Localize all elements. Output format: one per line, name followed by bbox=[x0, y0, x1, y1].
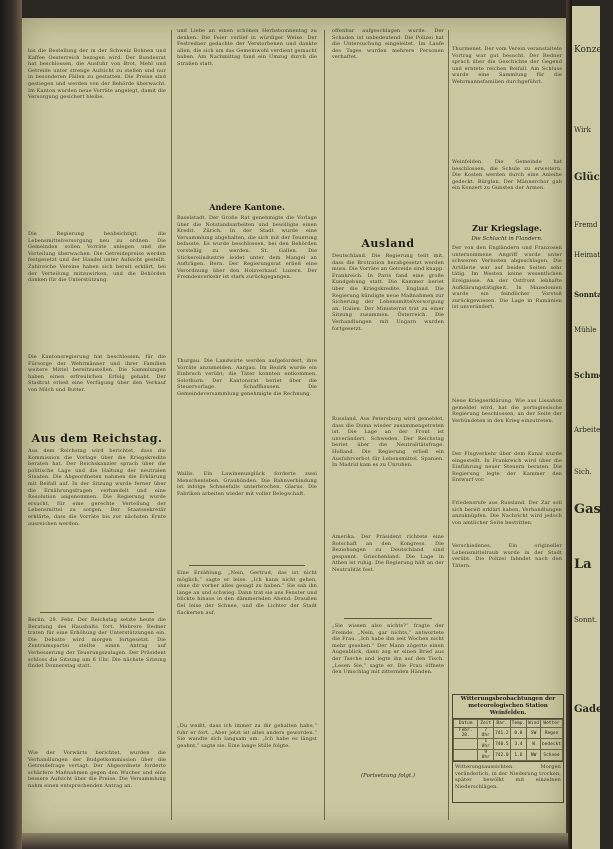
section-heading: Andere Kantone. bbox=[209, 202, 285, 212]
column-rule bbox=[171, 30, 172, 820]
article-text: Verschiedenes. Ein origineller Lebensmittelraub wurde in der Stadt verübt. Die Polizei fahndet nach den Tätern. bbox=[452, 543, 562, 569]
table-cell: 1.6 bbox=[510, 750, 527, 761]
divider bbox=[40, 612, 154, 613]
newspaper-page bbox=[22, 18, 568, 833]
table-cell bbox=[454, 739, 478, 750]
table-cell: Regen bbox=[541, 728, 563, 739]
column-1 bbox=[28, 48, 166, 820]
story-text: „Du weißt, dass ich immer zu dir gehalten habe,“ fuhr er fort. „Aber jetzt ist alles anders geworden.“ Sie wandte sich langsam um. „Ich habe es längst geahnt,“ sagte sie. Eine lange Stille folgte. bbox=[177, 723, 317, 749]
table-cell: 0.8 bbox=[510, 728, 527, 739]
ad-fragment: Sich. bbox=[574, 468, 592, 476]
ad-fragment: Gast bbox=[574, 502, 607, 517]
table-cell: 9 Uhr bbox=[478, 750, 494, 761]
table-header: Datum bbox=[454, 720, 478, 728]
ad-fragment: Arbeiter bbox=[574, 426, 604, 434]
table-cell: 1 Uhr bbox=[478, 739, 494, 750]
section-heading: Aus dem Reichstag. bbox=[31, 432, 163, 445]
article-text: Die Regierung beabsichtigt, die Lebensmittelversorgung neu zu ordnen. Die Gemeinden sollen Vorräte anlegen und die Verteilung überwachen. Die Getreidepreise werden festgesetzt und der Handel unter Aufsicht gestellt. Zahlreiche Vereine haben sich bereit erklärt, bei der Verteilung mitzuwirken, und die Behörden danken für die Unterstützung. bbox=[28, 231, 166, 284]
table-cell: 740.5 bbox=[494, 739, 511, 750]
weather-outlook: Witterungsaussichten. Morgen veränderlich, in der Niederung trocken, später bewölkt mit einzelnen Niederschlägen. bbox=[453, 761, 563, 802]
article-text: und Liebe an einen schönen Herbstsonnentag zu denken. Die Feier verlief in würdiger Weise. Der Festredner gedachte der Verstorbenen und dankte allen, die sich um das Gemeinwohl verdient gemacht haben. Am Nachmittag fand ein Umzug durch die Straßen statt. bbox=[177, 28, 317, 67]
book-binding-left bbox=[0, 0, 22, 849]
section-subheading: Die Schlacht in Flandern. bbox=[471, 236, 543, 242]
article-text: Thurgau. Die Landwirte werden aufgefordert, ihre Vorräte anzumelden. Aargau. Im Bezirk wurde ein Einbruch verübt; die Täter konnten entkommen. Solothurn. Der Kantonsrat beriet über die Steuervorlage. Schaffhausen. Die Gemeindeversammlung genehmigte die Rechnung. bbox=[177, 358, 317, 397]
weather-table-title: Witterungsbeobachtungen der meteorologischen Station Weinfelden. bbox=[453, 695, 563, 719]
table-cell: 742.0 bbox=[494, 750, 511, 761]
table-cell bbox=[454, 750, 478, 761]
article-text: Neue Kriegserklärung. Wie aus Lissabon gemeldet wird, hat die portugiesische Regierung beschlossen, an der Seite der Verbündeten in den Krieg einzutreten. bbox=[452, 398, 562, 424]
table-cell: Schnee bbox=[541, 750, 563, 761]
article-text: Wallis. Ein Lawinenunglück forderte zwei Menschenleben. Graubünden. Die Bahnverbindung ist infolge Schneefalls unterbrochen. Glarus. Die Fabriken arbeiten wieder mit voller Belegschaft. bbox=[177, 471, 317, 497]
ad-fragment: Sonntag bbox=[574, 290, 607, 299]
article-text: Wie der Vorwärts berichtet, wurden die Verhandlungen der Budgetkommission über die Getreidefrage vertagt. Der Abgeordnete forderte schärfere Maßnahmen gegen den Wucher und eine bessere Aufsicht über die Preise. Die Versammlung nahm einen entsprechenden Antrag an. bbox=[28, 750, 166, 789]
column-rule bbox=[324, 30, 325, 820]
weather-observations-table bbox=[452, 694, 564, 803]
article-text: Weinfelden. Die Gemeinde hat beschlossen, die Schule zu erweitern. Die Kosten werden durch eine Anleihe gedeckt. Bürglen. Der Männerchor gab ein Konzert zu Gunsten der Armen. bbox=[452, 159, 562, 192]
table-header: Wetter bbox=[541, 720, 563, 728]
table-cell: bedeckt bbox=[541, 739, 563, 750]
ad-fragment: Sonnt. bbox=[574, 616, 598, 624]
article-text: Baselstadt. Der Große Rat genehmigte die Vorlage über die Notstandsarbeiten und bewilligte einen Kredit. Zürich. In der Stadt wurde eine Versammlung abgehalten, die sich mit der Teuerung befasste. Es wurde beschlossen, bei den Behörden vorstellig zu werden. St. Gallen. Die Stickereiindustrie leidet unter dem Mangel an Aufträgen. Bern. Der Regierungsrat erließ eine Verordnung über den Holzverkauf. Luzern. Der Fremdenverkehr ist stark zurückgegangen. bbox=[177, 215, 317, 281]
section-heading: Zur Kriegslage. bbox=[472, 223, 542, 233]
article-text: Amerika. Der Präsident richtete eine Botschaft an den Kongress. Die Beziehungen zu Deutschland sind gespannt. Griechenland. Die Lage in Athen ist ruhig. Die Regierung hält an der Neutralität fest. bbox=[332, 534, 444, 573]
story-text: „Sie wissen also nichts?“ fragte der Fremde. „Nein, gar nichts,“ antwortete die Frau. „Ich habe ihn seit Wochen nicht mehr gesehen.“ Der Mann zögerte einen Augenblick, dann zog er einen Brief aus der Tasche und legte ihn auf den Tisch. „Lesen Sie,“ sagte er. Die Frau öffnete den Umschlag mit zitternden Händen. bbox=[332, 623, 444, 676]
ad-fragment: Wirk bbox=[574, 126, 591, 134]
table-cell: W bbox=[527, 739, 541, 750]
article-text: Der von den Engländern und Franzosen unternommene Angriff wurde unter schweren Verlusten abgeschlagen. Die Artillerie war auf beiden Seiten sehr tätig. Im Westen keine wesentlichen Ereignisse. An der Ostfront lebhafte Aufklärungstätigkeit. In Mazedonien wurde ein feindlicher Vorstoß zurückgewiesen. Die Lage in Rumänien ist unverändert. bbox=[452, 245, 562, 311]
table-header: Zeit bbox=[478, 720, 494, 728]
article-text: Aus dem Reichstag wird berichtet, dass die Kommission die Vorlage über die Kriegskredite beraten hat. Der Reichskanzler sprach über die politische Lage und die Haltung der neutralen Staaten. Die Abgeordneten nahmen die Erklärung mit Beifall auf. In der Sitzung wurde ferner über die Ernährungsfragen verhandelt und eine Resolution angenommen. Die Regierung wurde ersucht, für eine gerechte Verteilung der Lebensmittel zu sorgen. Der Staatssekretär erklärte, dass die Vorräte bis zur nächsten Ernte ausreichen werden. bbox=[28, 448, 166, 527]
ad-fragment: Heimat bbox=[574, 251, 601, 259]
article-text: offenbar aufgeschlagen wurde. Der Schaden ist unbedeutend. Die Polizei hat die Untersuchung eingeleitet. Im Laufe des Tages wurden mehrere Personen verhaftet. bbox=[332, 28, 444, 61]
ad-fragment: Glück- bbox=[574, 172, 611, 183]
column-2 bbox=[177, 28, 317, 803]
article-text: Russland. Aus Petersburg wird gemeldet, dass die Duma wieder zusammengetreten ist. Die Lage an der Front ist unverändert. Schweden. Der Reichstag beriet über die Neutralitätsfrage. Holland. Die Regierung erließ ein Ausfuhrverbot für Lebensmittel. Spanien. In Madrid kam es zu Unruhen. bbox=[332, 416, 444, 469]
table-cell: NW bbox=[527, 750, 541, 761]
page-bottom-edge bbox=[22, 833, 568, 849]
table-row bbox=[454, 750, 563, 761]
column-4 bbox=[452, 46, 562, 577]
continuation-note: (Fortsetzung folgt.) bbox=[360, 773, 416, 779]
article-text: Berlin, 28. Febr. Der Reichstag setzte heute die Beratung des Haushalts fort. Mehrere Redner traten für eine Erhöhung der Unterstützungen ein. Die Debatte wird morgen fortgesetzt. Die Zentrumspartei stellte einen Antrag auf Verbesserung der Teuerungszulagen. Der Präsident schloss die Sitzung um 6 Uhr. Die nächste Sitzung findet Donnerstag statt. bbox=[28, 617, 166, 670]
article-text: Der Flugverkehr über dem Kanal wurde eingestellt. In Frankreich wird über die Einführung neuer Steuern beraten. Die Regierung legte der Kammer den Entwurf vor. bbox=[452, 451, 562, 484]
ad-fragment: La bbox=[574, 557, 592, 572]
article-text: Thurmenet. Der vom Verein veranstaltete Vortrag war gut besucht. Der Redner sprach über die Geschichte der Gegend und erntete reichen Beifall. Am Schluss wurde eine Sammlung für die Wehrmannsfamilien durchgeführt. bbox=[452, 46, 562, 85]
adjacent-page-edge bbox=[572, 6, 613, 849]
column-3 bbox=[332, 28, 444, 782]
weather-table bbox=[453, 719, 563, 761]
divider bbox=[344, 618, 432, 619]
table-cell: Febr. 28. bbox=[454, 728, 478, 739]
ad-fragment: Gaden bbox=[574, 704, 610, 715]
table-header: Temp. bbox=[511, 721, 526, 726]
section-heading: Ausland bbox=[361, 237, 415, 250]
story-text: Eine Erzählung. „Nein, Gertrud, das ist nicht möglich,“ sagte er leise. „Ich kann nicht gehen, ohne dir vorher alles gesagt zu haben.“ Sie sah ihn lange an und schwieg. Dann trat sie ans Fenster und blickte hinaus in den dämmernden Abend. Draußen fiel leise der Schnee, und die Lichter der Stadt flackerten auf. bbox=[177, 570, 317, 616]
article-text: bis die Bestellung der in der Schweiz Bohnen und Kaffee Oesterreich bezogen wird. Der Bundesrat hat beschlossen, die Ausfuhr von Brot, Mehl und Getreide unter strenge Aufsicht zu stellen und nur in besonderen Fällen zu gestatten. Die Preise sind gestiegen und werden von der Behörde überwacht. Im Kanton wurden neue Vorräte angelegt, damit die Versorgung gesichert bleibe. bbox=[28, 48, 166, 101]
table-cell: 3.4 bbox=[510, 739, 527, 750]
article-text: Deutschland. Die Regierung teilt mit, dass die Brotration herabgesetzt werden muss. Die Vorräte an Getreide sind knapp. Frankreich. In Paris fand eine große Kundgebung statt. Die Kammer beriet über die Kriegskredite. England. Die Regierung kündigte neue Maßnahmen zur Sicherung der Lebensmittelversorgung an. Italien. Der Ministerrat trat zu einer Sitzung zusammen. Österreich. Die Verhandlungen mit Ungarn wurden fortgesetzt. bbox=[332, 253, 444, 332]
table-row bbox=[454, 728, 563, 739]
column-rule bbox=[448, 30, 449, 820]
table-row bbox=[454, 739, 563, 750]
article-text: Die Kantonsregierung hat beschlossen, für die Fürsorge der Wehrmänner und ihrer Familien weitere Mittel bereitzustellen. Die Sammlungen haben einen erfreulichen Erfolg gehabt. Der Stadtrat erließ eine Verfügung über den Verkauf von Milch und Butter. bbox=[28, 354, 166, 393]
ad-fragment: Mühle bbox=[574, 326, 597, 334]
table-header: Wind bbox=[528, 721, 540, 726]
article-text: Friedensrufe aus Russland. Der Zar soll sich bereit erklärt haben, Verhandlungen anzuknüpfen. Die Nachricht wird jedoch von amtlicher Seite bestritten. bbox=[452, 500, 562, 526]
ad-fragment: Fremd bbox=[574, 221, 598, 229]
table-header: Bar. bbox=[494, 720, 511, 728]
table-cell: 7 Uhr bbox=[478, 728, 494, 739]
ad-fragment: Konzert bbox=[574, 45, 610, 55]
table-cell: 741.2 bbox=[494, 728, 511, 739]
ad-fragment: Schmerz bbox=[574, 370, 613, 380]
divider bbox=[189, 565, 305, 566]
table-cell: SW bbox=[527, 728, 541, 739]
